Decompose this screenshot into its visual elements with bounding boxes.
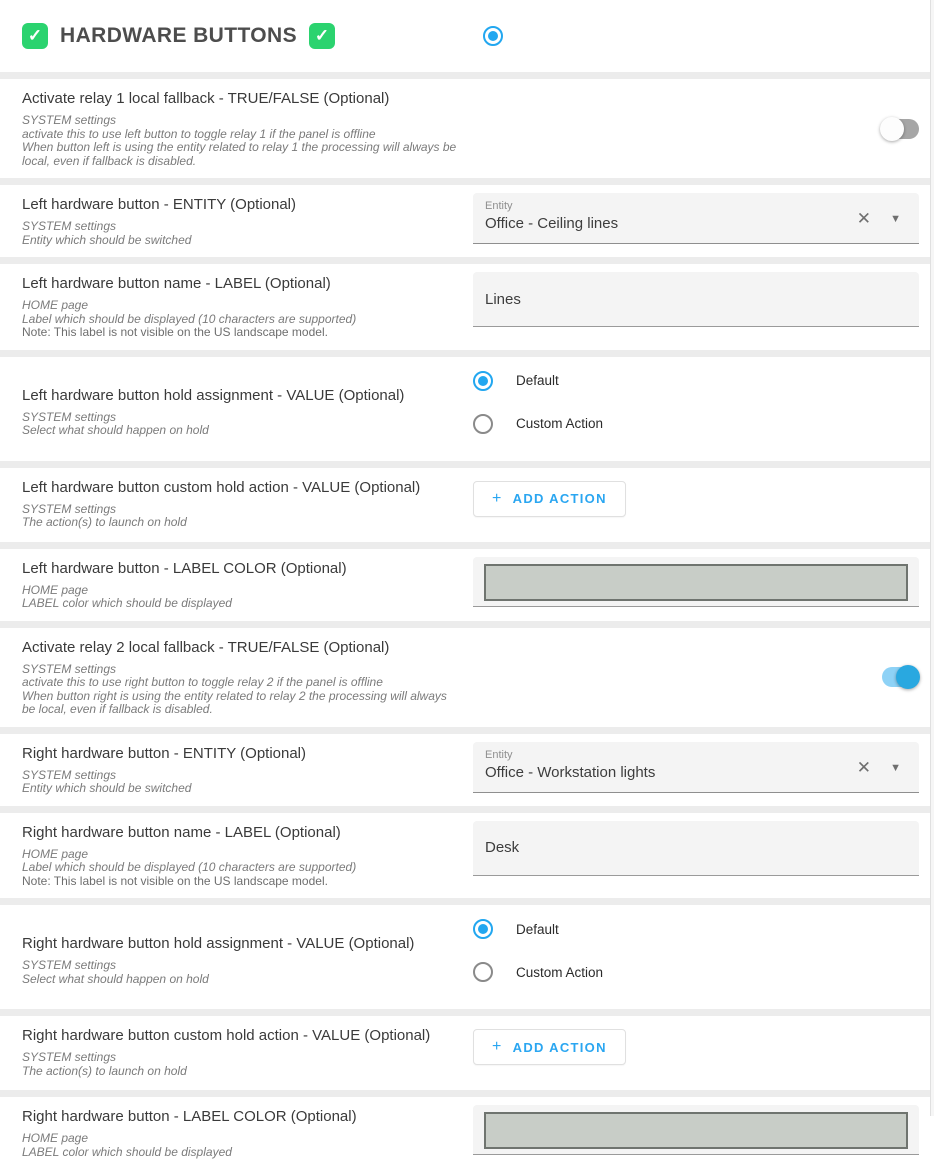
setting-description: SYSTEM settings activate this to use right button to toggle relay 2 if the panel is offline When button right is using the entity related to relay 2 the processing will always be local, even if fallback is disabled. xyxy=(22,661,447,716)
plus-icon: + xyxy=(492,1038,503,1055)
plus-icon: + xyxy=(492,489,503,507)
setting-title: Right hardware button hold assignment - VALUE (Optional) xyxy=(22,935,415,952)
add-action-label: ADD ACTION xyxy=(512,1039,607,1055)
right-hold-radio-group xyxy=(473,905,934,982)
field-value: Office - Ceiling lines xyxy=(485,215,619,232)
setting-description: SYSTEM settings Select what should happen on hold xyxy=(22,409,209,437)
scrollbar[interactable] xyxy=(930,0,934,1116)
setting-title: Left hardware button - ENTITY (Optional) xyxy=(22,196,297,213)
setting-row-left-entity xyxy=(0,185,934,257)
radio-label: Custom Action xyxy=(516,416,604,431)
setting-row-left-label-color xyxy=(0,549,934,621)
page-title: HARDWARE BUTTONS xyxy=(60,24,298,47)
setting-description: SYSTEM settings activate this to use left button to toggle relay 1 if the panel is offline When button left is using the entity related to relay 1 the processing will always be local, even if fallback is disabled. xyxy=(22,113,457,168)
setting-title: Right hardware button name - LABEL (Optional) xyxy=(22,823,341,841)
radio-label: Custom Action xyxy=(516,964,604,980)
setting-description: HOME page LABEL color which should be displayed xyxy=(22,582,232,610)
right-label-color-picker[interactable] xyxy=(473,1105,919,1155)
chevron-down-icon[interactable]: ▼ xyxy=(890,213,901,225)
setting-row-left-custom-hold-action xyxy=(0,468,934,542)
radio-option-custom-action[interactable] xyxy=(473,414,934,434)
chevron-down-icon[interactable]: ▼ xyxy=(890,761,901,774)
setting-row-left-name xyxy=(0,264,934,350)
left-entity-select[interactable] xyxy=(473,193,919,244)
setting-row-right-custom-hold-action xyxy=(0,1016,934,1090)
setting-row-relay2-fallback xyxy=(0,628,934,727)
field-value: Office - Workstation lights xyxy=(485,763,656,781)
left-label-color-picker[interactable] xyxy=(473,557,919,607)
radio-selected-icon xyxy=(473,371,493,391)
radio-selected-icon xyxy=(473,919,493,939)
setting-title: Left hardware button hold assignment - VALUE (Optional) xyxy=(22,386,405,404)
color-swatch xyxy=(484,1112,908,1149)
radio-unselected-icon xyxy=(473,414,493,434)
field-label: Entity xyxy=(485,200,513,212)
left-name-input[interactable] xyxy=(473,272,919,327)
setting-description: HOME page LABEL color which should be displayed xyxy=(22,1131,232,1159)
setting-description: SYSTEM settings Select what should happen on hold xyxy=(22,958,209,986)
check-emoji-icon: ✓ xyxy=(309,23,335,49)
add-action-label: ADD ACTION xyxy=(512,491,607,506)
check-emoji-icon: ✓ xyxy=(22,23,48,49)
radio-unselected-icon xyxy=(473,962,493,982)
radio-option-default[interactable] xyxy=(473,919,934,939)
setting-row-left-hold-assignment xyxy=(0,357,934,461)
clear-icon[interactable]: ✕ xyxy=(856,209,871,228)
header-radio[interactable] xyxy=(483,26,503,46)
section-header xyxy=(0,0,934,72)
setting-row-right-entity xyxy=(0,734,934,806)
setting-row-right-name xyxy=(0,813,934,899)
setting-title: Left hardware button custom hold action - VALUE (Optional) xyxy=(22,478,421,496)
toggle-knob xyxy=(896,665,920,689)
setting-description: HOME page Label which should be displayed (10 characters are supported) Note: This label is not visible on the US landscape model. xyxy=(22,848,460,889)
radio-option-custom-action[interactable] xyxy=(473,962,934,982)
radio-option-default[interactable] xyxy=(473,371,934,391)
radio-label: Default xyxy=(516,921,559,937)
setting-title: Right hardware button custom hold action - VALUE (Optional) xyxy=(22,1027,431,1044)
field-label: Entity xyxy=(485,748,513,761)
setting-title: Right hardware button - LABEL COLOR (Optional) xyxy=(22,1108,357,1125)
clear-icon[interactable]: ✕ xyxy=(856,757,871,777)
right-entity-select[interactable] xyxy=(473,742,919,793)
radio-selected-icon xyxy=(483,26,503,46)
setting-title: Activate relay 1 local fallback - TRUE/FALSE (Optional) xyxy=(22,90,390,107)
setting-row-right-label-color xyxy=(0,1097,934,1169)
add-action-button[interactable] xyxy=(473,481,626,517)
setting-row-relay1-fallback xyxy=(0,79,934,178)
color-swatch xyxy=(484,564,908,601)
setting-note: Note: This label is not visible on the US landscape model. xyxy=(22,325,328,339)
right-name-input[interactable] xyxy=(473,821,919,876)
toggle-knob xyxy=(880,117,904,141)
setting-description: SYSTEM settings The action(s) to launch on hold xyxy=(22,501,187,529)
add-action-button[interactable] xyxy=(473,1029,626,1065)
setting-description: SYSTEM settings The action(s) to launch on hold xyxy=(22,1050,187,1078)
setting-note: Note: This label is not visible on the US landscape model. xyxy=(22,873,328,888)
left-hold-radio-group xyxy=(473,357,934,434)
radio-label: Default xyxy=(516,373,559,388)
setting-title: Left hardware button name - LABEL (Optional) xyxy=(22,275,331,292)
relay1-fallback-toggle[interactable] xyxy=(880,116,920,142)
setting-description: SYSTEM settings Entity which should be switched xyxy=(22,219,192,247)
setting-description: HOME page Label which should be displayed (10 characters are supported) Note: This label is not visible on the US landscape model. xyxy=(22,299,460,340)
relay2-fallback-toggle[interactable] xyxy=(880,664,920,690)
setting-title: Left hardware button - LABEL COLOR (Optional) xyxy=(22,559,347,577)
setting-description: SYSTEM settings Entity which should be switched xyxy=(22,767,192,795)
setting-row-right-hold-assignment xyxy=(0,905,934,1009)
setting-title: Right hardware button - ENTITY (Optional) xyxy=(22,744,307,762)
setting-title: Activate relay 2 local fallback - TRUE/FALSE (Optional) xyxy=(22,638,390,656)
